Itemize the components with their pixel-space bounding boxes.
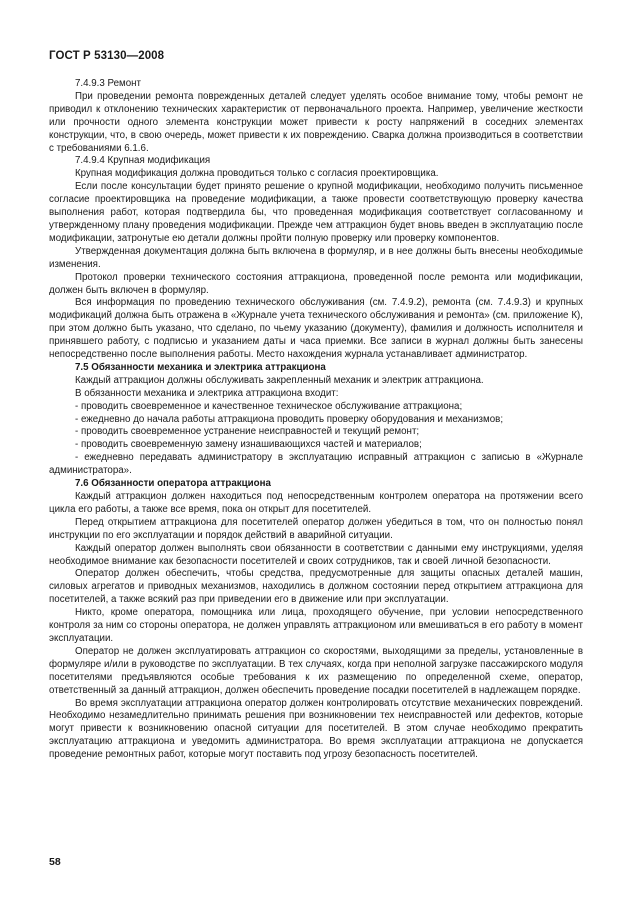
list-item: - проводить своевременную замену изнашивающихся частей и материалов; <box>75 439 422 451</box>
paragraph: Во время эксплуатации аттракциона оператор должен контролировать отсутствие механических повреждений. Необходимо незамедлительно принимать решения при возникновении тех неисправностей или дефектов, которые могут привести к возникновению опасной ситуации для посетителей. В этом случае необходимо прекратить эксплуатацию аттракциона и уведомить администратора. Во время эксплуатации аттракциона не допускается проведение ремонтных работ, которые могут поставить под угрозу безопасность посетителей. <box>49 697 583 761</box>
paragraph: Утвержденная документация должна быть включена в формуляр, и в нее должны быть внесены необходимые изменения. <box>49 245 583 270</box>
paragraph: Оператор не должен эксплуатировать аттракцион со скоростями, выходящими за пределы, установленные в формуляре и/или в руководстве по эксплуатации. В тех случаях, когда при неполной загрузке пассажирского модуля посетителями предъявляются особые требования к их размещению по определенной схеме, оператор, ответственный за данный аттракцион, должен обеспечить проведение посадки посетителей в надлежащем порядке. <box>49 645 583 696</box>
paragraph: Если после консультации будет принято решение о крупной модификации, необходимо получить письменное согласие проектировщика на проведение модификации, а также провести соответствующую проверку качества выполнения работ, которая подтвердила бы, что проведенная модификация соответствует согласованному и утвержденному плану проведения модификации. Прежде чем аттракцион будет вновь введен в эксплуатацию после модификации, затронутые ею детали должны пройти полную проверку или проверку компонентов. <box>49 181 583 244</box>
list-item: - проводить своевременное и качественное техническое обслуживание аттракциона; <box>75 400 463 412</box>
document-body <box>49 78 583 762</box>
paragraph: При проведении ремонта поврежденных деталей следует уделять особое внимание тому, чтобы ремонт не приводил к отклонению технических характеристик от первоначального проекта. Например, увеличение жесткости или прочности одного элемента конструкции может привести к росту напряжений в соседних элементах конструкции, что, в свою очередь, может привести к их повреждению. Сварка должна производиться в соответствии с требованиями 6.1.6. <box>49 90 583 154</box>
page-number: 58 <box>49 856 61 868</box>
paragraph: Протокол проверки технического состояния аттракциона, проведенной после ремонта или модификации, должен быть включен в формуляр. <box>49 271 583 296</box>
paragraph: Крупная модификация должна проводиться только с согласия проектировщика. <box>75 168 439 180</box>
paragraph: Никто, кроме оператора, помощника или лица, проходящего обучение, при условии непосредственного контроля за ним со стороны оператора, не должен управлять аттракционом или вмешиваться в его работу в момент эксплуатации. <box>49 607 583 644</box>
list-item: - ежедневно до начала работы аттракциона проводить проверку оборудования и механизмов; <box>75 413 504 425</box>
paragraph: Каждый аттракцион должны обслуживать закрепленный механик и электрик аттракциона. <box>75 374 484 386</box>
page-header: ГОСТ Р 53130—2008 <box>49 50 165 62</box>
paragraph: Каждый аттракцион должен находиться под непосредственным контролем оператора на протяжении всего цикла его работы, а также все время, пока он открыт для посетителей. <box>49 491 583 515</box>
section-heading: 7.5 Обязанности механика и электрика аттракциона <box>75 361 326 373</box>
paragraph: Каждый оператор должен выполнять свои обязанности в соответствии с данными ему инструкциями, уделяя необходимое внимание как безопасности посетителей и своих сотрудников, так и своей личной безопасности. <box>49 542 583 567</box>
list-item: - проводить своевременное устранение неисправностей и текущий ремонт; <box>75 426 420 438</box>
paragraph: Вся информация по проведению технического обслуживания (см. 7.4.9.2), ремонта (см. 7.4.9.3) и крупных модификаций должна быть отражена в «Журнале учета технического обслуживания и ремонта» (см. приложение К), при этом должно быть указано, что сделано, по чьему указанию (документу), фамилия и должность исполнителя и принявшего работу, с подписью и указанием даты и часа приемки. Все записи в журнал должны быть занесены непосредственно после выполнения работы. Место нахождения журнала устанавливает администратор. <box>49 297 583 361</box>
paragraph: В обязанности механика и электрика аттракциона входит: <box>75 387 339 399</box>
paragraph: 7.4.9.3 Ремонт <box>75 78 141 89</box>
paragraph: - ежедневно передавать администратору в эксплуатацию исправный аттракцион с записью в «Журнале администратора». <box>49 452 583 477</box>
paragraph: Оператор должен обеспечить, чтобы средства, предусмотренные для защиты опасных деталей машин, силовых агрегатов и приводных механизмов, находились в должном состоянии перед открытием аттракциона для посетителей, а также всякий раз при приведении его в движение или при эксплуатации. <box>49 568 583 606</box>
section-heading: 7.6 Обязанности оператора аттракциона <box>75 478 271 490</box>
paragraph: Перед открытием аттракциона для посетителей оператор должен убедиться в том, что он полностью понял инструкции по его эксплуатации и порядок действий в аварийной ситуации. <box>49 516 583 541</box>
paragraph: 7.4.9.4 Крупная модификация <box>75 155 211 167</box>
